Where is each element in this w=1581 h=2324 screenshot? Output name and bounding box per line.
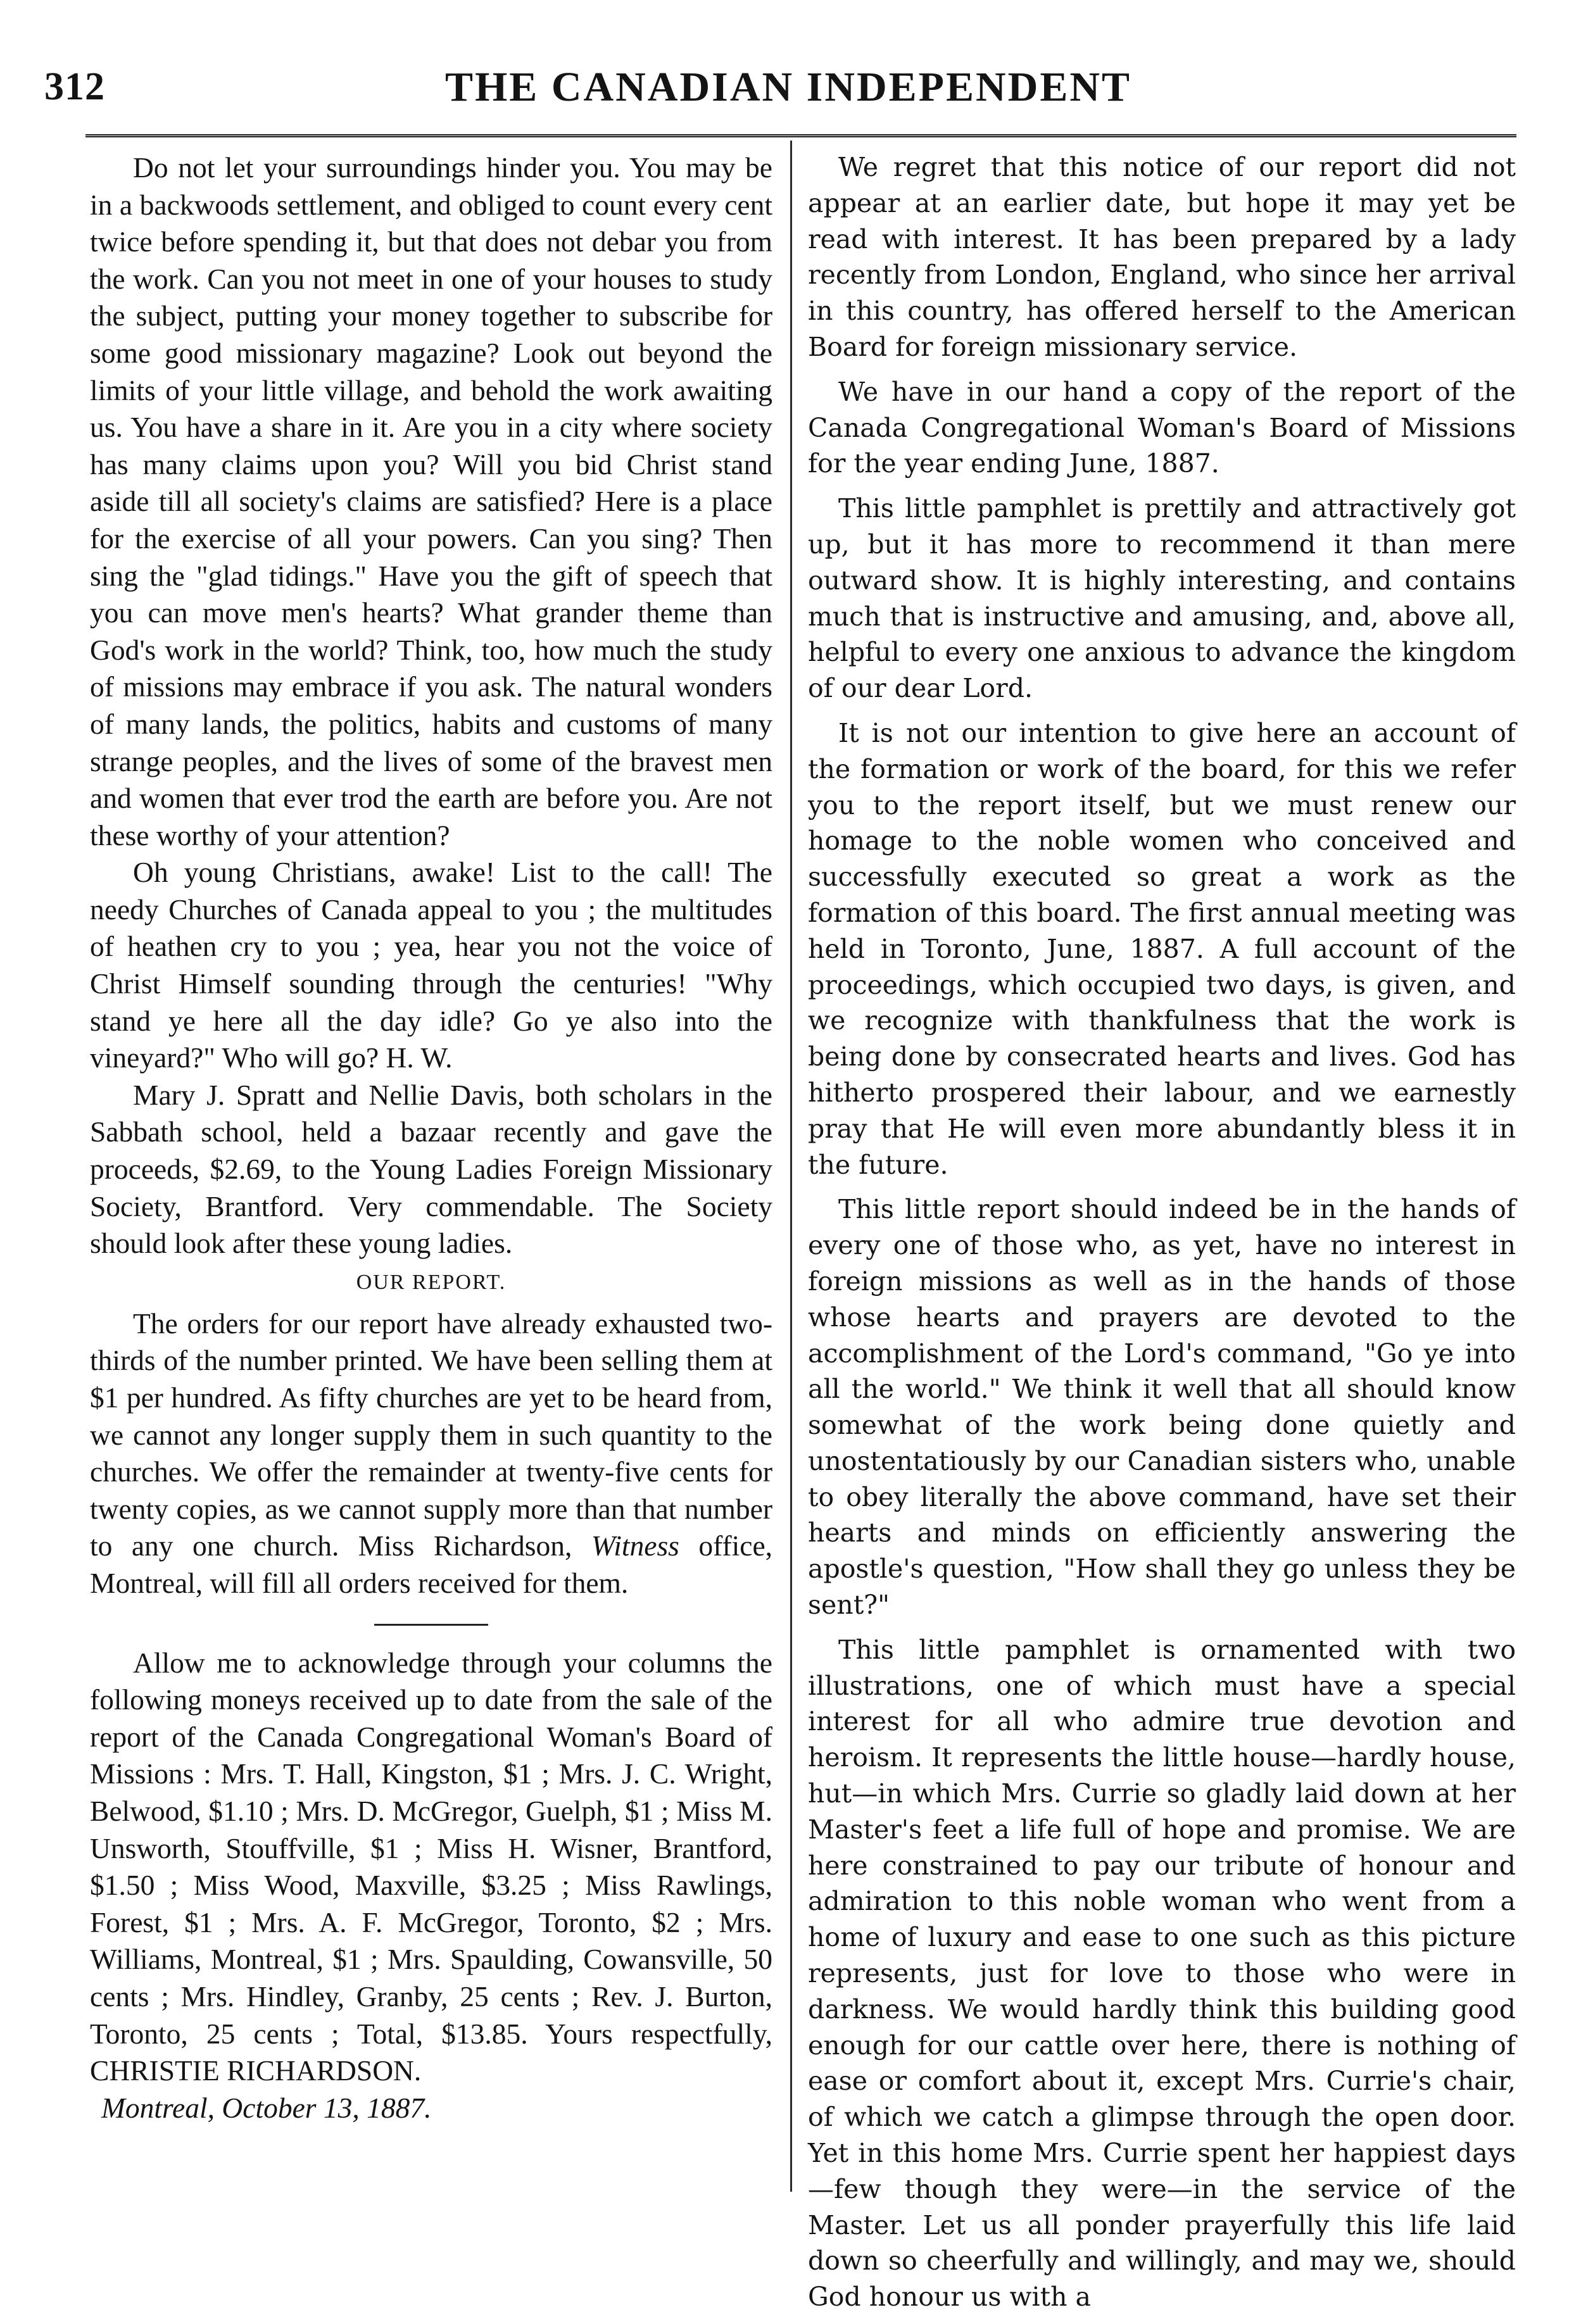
article-paragraph: This little report should indeed be in the hands of every one of those who, as yet, have no interest in foreign missions as well as in the hands of those whose hearts and prayers are devoted to the accomplishment of the Lord's command, "Go ye into all the world." We think it well that all should know somewhat of the work being done quietly and unostentatiously by our Canadian sisters who, unable to obey literally the above command, have set their hearts and minds on efficiently answering the apostle's question, "How shall they go unless they be sent?" <box>808 1194 1516 1621</box>
article-paragraph: This little pamphlet is ornamented with two illustrations, one of which must have a special interest for all who admire true devotion and heroism. It represents the little house—hardly house, hut—in which Mrs. Currie so gladly laid down at her Master's feet a life full of hope and promise. We are here constrained to pay our tribute of honour and admiration to this noble woman who went from a home of luxury and ease to one such as this picture represents, just for love to those who were in darkness. We would hardly think this building good enough for our cattle over here, there is nothing of ease or comfort about it, except Mrs. Currie's chair, of which we catch a glimpse through the open door. Yet in this home Mrs. Currie spent her happiest days—few though they were—in the service of the Master. Let us all ponder prayerfully this life laid down so cheerfully and willingly, and may we, should God honour us with a <box>808 1634 1516 2313</box>
dateline: Montreal, October 13, 1887. <box>101 2091 432 2124</box>
article-paragraph: We regret that this notice of our report did not appear at an earlier date, but hope it may yet be read with interest. It has been prepared by a lady recently from London, England, who since her arrival in this country, has offered herself to the American Board for foreign missionary service. <box>808 152 1516 362</box>
right-column <box>808 149 1516 2324</box>
header-rule <box>85 134 1516 137</box>
acknowledgement-paragraph: Allow me to acknowledge through your columns the following moneys received up to date from the sale of the report of the Canada Congregational Woman's Board of Missions : Mrs. T. Hall, Kingston, $1 ; Mrs. J. C. Wright, Belwood, $1.10 ; Mrs. D. McGregor, Guelph, $1 ; Miss M. Unsworth, Stouffville, $1 ; Miss H. Wisner, Brantford, $1.50 ; Miss Wood, Maxville, $3.25 ; Miss Rawlings, Forest, $1 ; Mrs. A. F. McGregor, Toronto, $2 ; Mrs. Williams, Montreal, $1 ; Mrs. Spaulding, Cowansville, 50 cents ; Mrs. Hindley, Granby, 25 cents ; Rev. J. Burton, Toronto, 25 cents ; Total, $13.85. Yours respectfully, CHRISTIE RICHARDSON. <box>90 1646 772 2087</box>
page-number: 312 <box>44 65 105 108</box>
report-text-after: office, Montreal, will fill all orders received for them. <box>90 1529 773 1599</box>
article-paragraph: It is not our intention to give here an account of the formation or work of the board, for this we refer you to the report itself, but we must renew our homage to the noble women who conceived and successfully executed so great a work as the formation of this board. The first annual meeting was held in Toronto, June, 1887. A full account of the proceedings, which occupied two days, is given, and we recognize with thankfulness that the work is being done by consecrated hearts and lives. God has hitherto prospered their labour, and we earnestly pray that He will even more abundantly bless it in the future. <box>808 717 1516 1180</box>
report-text-before: The orders for our report have already exhausted two-thirds of the number printed. We have been selling them at $1 per hundred. As fifty churches are yet to be heard from, we cannot any longer supply them in such quantity to the churches. We offer the remainder at twenty-five cents for twenty copies, as we cannot supply more than that number to any one church. Miss Richardson, <box>90 1307 772 1562</box>
news-item-paragraph: Mary J. Spratt and Nellie Davis, both scholars in the Sabbath school, held a bazaar recently and gave the proceeds, $2.69, to the Young Ladies Foreign Missionary Society, Brantford. Very commendable. The Society should look after these young ladies. <box>90 1078 772 1260</box>
section-heading: OUR REPORT. <box>356 1270 507 1294</box>
article-paragraph: We have in our hand a copy of the report of the Canada Congregational Woman's Board of Missions for the year ending June, 1887. <box>808 376 1516 479</box>
page-header <box>44 56 1532 113</box>
journal-title: THE CANADIAN INDEPENDENT <box>444 64 1132 110</box>
section-separator <box>374 1624 488 1626</box>
report-paragraph <box>90 1305 772 1602</box>
witness-italic: Witness <box>591 1529 679 1562</box>
left-column <box>90 149 772 2126</box>
column-divider <box>790 141 792 2192</box>
article-paragraph: Oh young Christians, awake! List to the call! The needy Churches of Canada appeal to you ; the multitudes of heathen cry to you ; yea, hear you not the voice of Christ Himself sounding through the centuries! "Why stand ye here all the day idle? Go ye also into the vineyard?" Who will go? H. W. <box>90 856 772 1074</box>
article-paragraph: This little pamphlet is prettily and attractively got up, but it has more to recommend it than mere outward show. It is highly interesting, and contains much that is instructive and amusing, and, above all, helpful to every one anxious to advance the kingdom of our dear Lord. <box>808 493 1516 704</box>
article-paragraph: Do not let your surroundings hinder you. You may be in a backwoods settlement, and obliged to count every cent twice before spending it, but that does not debar you from the work. Can you not meet in one of your houses to study the subject, putting your money together to subscribe for some good missionary magazine? Look out beyond the limits of your little village, and behold the work awaiting us. You have a share in it. Are you in a city where society has many claims upon you? Will you bid Christ stand aside till all society's claims are satisfied? Here is a place for the exercise of all your powers. Can you sing? Then sing the "glad tidings." Have you the gift of speech that you can move men's hearts? What grander theme than God's work in the world? Think, too, how much the study of missions may embrace if you ask. The natural wonders of many lands, the politics, habits and customs of many strange peoples, and the lives of some of the bravest men and women that ever trod the earth are before you. Are not these worthy of your attention? <box>90 151 772 851</box>
